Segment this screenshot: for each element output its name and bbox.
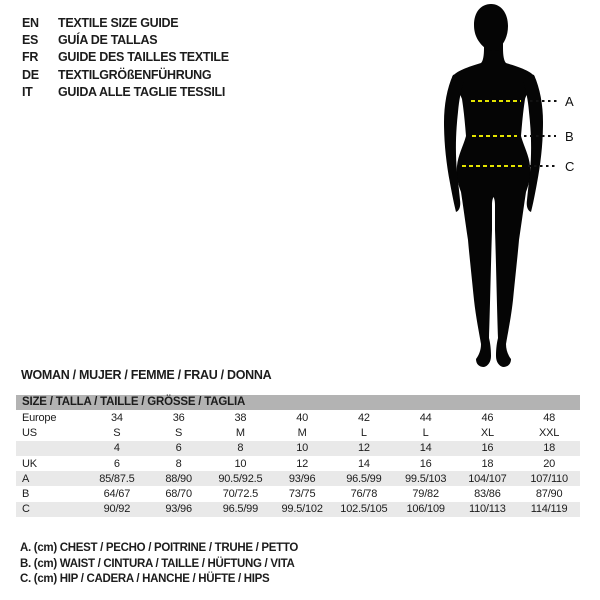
title-line-it: [22, 84, 229, 101]
table-row: [16, 486, 580, 501]
size-cell: 48: [543, 411, 556, 424]
size-cell: 102.5/105: [340, 503, 388, 516]
size-cell: 93/96: [288, 472, 316, 485]
size-cell: 8: [237, 442, 244, 455]
size-cell: 90/92: [103, 503, 131, 516]
size-cell: 107/110: [530, 472, 568, 485]
table-row: [16, 441, 580, 456]
size-cell: 76/78: [350, 488, 378, 501]
measurement-legend: [20, 541, 298, 588]
language-code: FR: [22, 50, 39, 65]
legend-line-hip: C. (cm) HIP / CADERA / HANCHE / HÜFTE / HIPS: [20, 573, 270, 586]
size-cell: 20: [543, 457, 556, 470]
size-cell: 10: [234, 457, 247, 470]
table-row: [16, 471, 580, 486]
size-cell: 44: [419, 411, 432, 424]
size-cell: 114/119: [530, 503, 568, 516]
table-row: [16, 502, 580, 517]
row-label: C: [22, 503, 30, 516]
size-cell: XXL: [539, 426, 560, 439]
size-cell: 12: [296, 457, 309, 470]
language-code: DE: [22, 67, 39, 82]
size-cell: 38: [234, 411, 247, 424]
size-cell: M: [235, 426, 245, 439]
title-line-en: [22, 14, 229, 31]
size-cell: 88/90: [165, 472, 192, 485]
language-code: EN: [22, 15, 39, 30]
size-cell: 68/70: [165, 488, 192, 501]
size-cell: S: [175, 426, 183, 439]
size-cell: 85/87.5: [99, 472, 135, 485]
size-cell: 6: [175, 442, 182, 455]
title-line-de: [22, 66, 229, 83]
size-cell: 87/90: [535, 488, 563, 501]
size-cell: 16: [419, 457, 432, 470]
size-cell: 18: [543, 442, 556, 455]
size-cell: 16: [481, 442, 494, 455]
size-cell: 40: [296, 411, 309, 424]
language-title-block: [22, 14, 229, 101]
marker-label-c: C: [565, 159, 575, 174]
size-cell: 110/113: [469, 503, 506, 516]
row-label: UK: [22, 457, 37, 470]
size-cell: 18: [481, 457, 494, 470]
size-table: [16, 395, 580, 517]
size-cell: M: [297, 426, 307, 439]
size-cell: 79/82: [412, 488, 439, 501]
size-cell: 99.5/103: [405, 472, 447, 485]
row-label: Europe: [22, 411, 57, 424]
row-label: B: [22, 488, 30, 501]
size-cell: 12: [357, 442, 370, 455]
size-cell: L: [360, 426, 367, 439]
title-text: GUIDA ALLE TAGLIE TESSILI: [58, 85, 226, 100]
title-text: TEXTILE SIZE GUIDE: [58, 15, 179, 30]
row-label: US: [22, 426, 37, 439]
table-row: [16, 456, 580, 471]
size-cell: 104/107: [468, 472, 507, 485]
size-cell: 46: [481, 411, 494, 424]
size-cell: 106/109: [406, 503, 445, 516]
size-cell: 73/75: [288, 488, 316, 501]
size-cell: 96.5/99: [222, 503, 259, 516]
title-line-fr: [22, 49, 229, 66]
size-cell: 4: [113, 442, 120, 455]
size-cell: 34: [110, 411, 123, 424]
legend-line-chest: A. (cm) CHEST / PECHO / POITRINE / TRUHE / PETTO: [20, 542, 299, 554]
size-cell: XL: [480, 426, 494, 439]
size-cell: 6: [113, 457, 120, 470]
size-table-header: SIZE / TALLA / TAILLE / GRÖSSE / TAGLIA: [16, 395, 580, 410]
table-row: [16, 425, 580, 440]
size-cell: 96.5/99: [346, 472, 382, 485]
size-cell: S: [113, 426, 121, 439]
silhouette-body: [452, 48, 535, 367]
size-cell: L: [422, 426, 429, 439]
size-cell: 93/96: [165, 503, 192, 516]
size-cell: 90.5/92.5: [218, 472, 263, 485]
size-cell: 64/67: [103, 488, 131, 501]
size-cell: 99.5/102: [281, 503, 323, 516]
title-text: GUÍA DE TALLAS: [58, 33, 158, 48]
size-cell: 83/86: [474, 488, 501, 501]
size-cell: 10: [296, 442, 309, 455]
table-row: [16, 410, 580, 425]
size-cell: 42: [357, 411, 370, 424]
row-label: A: [22, 472, 30, 485]
size-cell: 70/72.5: [222, 488, 259, 501]
section-heading: WOMAN / MUJER / FEMME / FRAU / DONNA: [21, 368, 272, 382]
language-code: IT: [22, 85, 33, 100]
title-text: TEXTILGRÖßENFÜHRUNG: [58, 67, 212, 82]
title-text: GUIDE DES TAILLES TEXTILE: [58, 50, 229, 65]
title-line-es: [22, 31, 229, 48]
size-cell: 8: [175, 457, 182, 470]
woman-silhouette-figure: [400, 0, 600, 380]
marker-label-b: B: [565, 129, 574, 144]
size-table-body: [16, 410, 580, 517]
legend-line-waist: B. (cm) WAIST / CINTURA / TAILLE / HÜFTUNG / VITA: [20, 557, 295, 570]
marker-label-a: A: [565, 94, 574, 109]
size-cell: 36: [172, 411, 185, 424]
language-code: ES: [22, 33, 39, 48]
size-cell: 14: [419, 442, 432, 455]
size-cell: 14: [357, 457, 370, 470]
